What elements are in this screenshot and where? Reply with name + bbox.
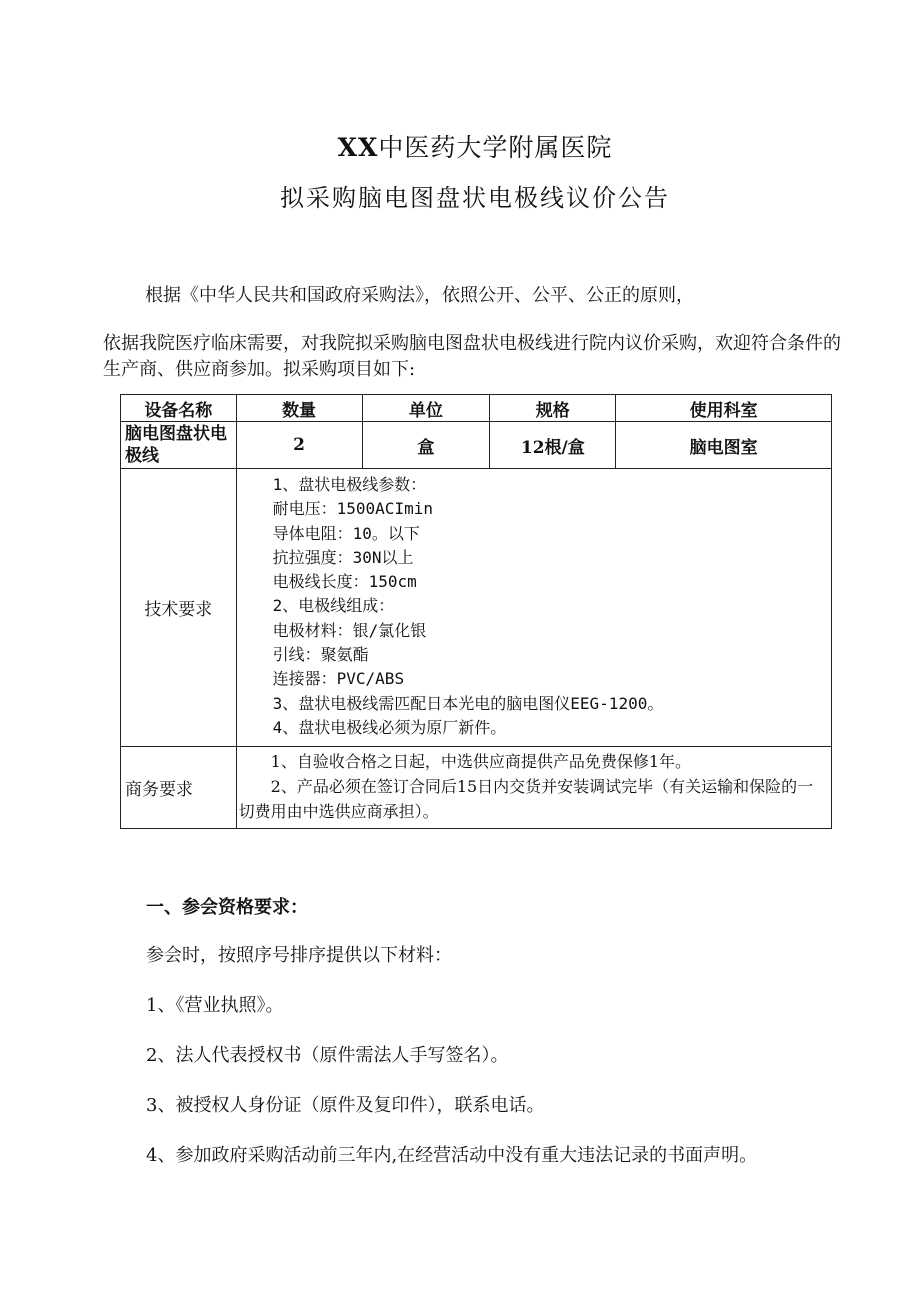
qualification-item: 2、法人代表授权书（原件需法人手写签名）。 <box>146 1045 509 1066</box>
business-line-2 <box>239 774 827 824</box>
qualification-heading: 一、参会资格要求： <box>146 897 308 918</box>
qualification-item: 3、被授权人身份证（原件及复印件），联系电话。 <box>146 1095 545 1116</box>
intro-paragraph-1: 根据《中华人民共和国政府采购法》，依照公开、公平、公正的原则， <box>145 285 694 306</box>
qualification-item: 4、参加政府采购活动前三年内,在经营活动中没有重大违法记录的书面声明。 <box>146 1145 758 1166</box>
business-requirements-label: 商务要求 <box>121 747 237 829</box>
header-quantity: 数量 <box>236 395 362 422</box>
table-header-row <box>121 395 832 422</box>
tech-line: 引线：聚氨酯 <box>272 645 369 665</box>
hospital-title-prefix: XX <box>337 133 379 162</box>
cell-unit: 盒 <box>362 422 490 469</box>
announcement-title: 拟采购脑电图盘状电极线议价公告 <box>280 184 670 212</box>
tech-line: 4、盘状电极线必须为原厂新件。 <box>272 717 507 737</box>
tech-line: 电极线长度：150cm <box>272 572 417 592</box>
tech-line: 耐电压：1500ACImin <box>272 499 433 519</box>
cell-device-name <box>121 422 237 469</box>
cell-quantity: 2 <box>236 422 362 469</box>
business-requirements-content <box>236 747 831 829</box>
procurement-table <box>120 394 832 829</box>
header-device-name: 设备名称 <box>121 395 237 422</box>
header-spec: 规格 <box>490 395 616 422</box>
header-unit: 单位 <box>362 395 490 422</box>
header-department: 使用科室 <box>616 395 832 422</box>
hospital-title-name: 中医药大学附属医院 <box>378 133 613 162</box>
tech-requirements-content <box>236 469 831 747</box>
hospital-title <box>0 128 920 164</box>
business-line-2-text: 2、产品必须在签订合同后15日内交货并安装调试完毕（有关运输和保险的一切费用由中选供应商承担）。 <box>238 777 814 822</box>
tech-line: 导体电阻：10。以下 <box>272 523 420 543</box>
tech-requirements-row <box>121 469 832 747</box>
tech-line: 连接器：PVC/ABS <box>272 669 405 689</box>
device-name-line1: 脑电图盘状电 <box>125 424 227 444</box>
tech-line: 电极材料：银/氯化银 <box>272 620 427 640</box>
cell-spec: 12根/盒 <box>490 422 616 469</box>
qualification-intro: 参会时，按照序号排序提供以下材料： <box>146 945 452 966</box>
tech-line: 3、盘状电极线需匹配日本光电的脑电图仪EEG-1200。 <box>272 693 664 713</box>
tech-line: 2、电极线组成： <box>272 596 395 616</box>
business-requirements-row <box>121 747 832 829</box>
qualification-item: 1、《营业执照》。 <box>146 995 284 1016</box>
intro-paragraph-2: 依据我院医疗临床需要，对我院拟采购脑电图盘状电极线进行院内议价采购，欢迎符合条件的生产商、供应商参加。拟采购项目如下: <box>103 333 841 380</box>
tech-requirements-label: 技术要求 <box>121 469 237 747</box>
business-line-1: 1、自验收合格之日起，中选供应商提供产品免费保修1年。 <box>270 752 692 772</box>
device-name-line2: 极线 <box>125 446 159 466</box>
tech-line: 抗拉强度：30N以上 <box>272 547 414 567</box>
cell-department: 脑电图室 <box>616 422 832 469</box>
table-row <box>121 422 832 469</box>
tech-line: 1、盘状电极线参数： <box>272 475 427 494</box>
